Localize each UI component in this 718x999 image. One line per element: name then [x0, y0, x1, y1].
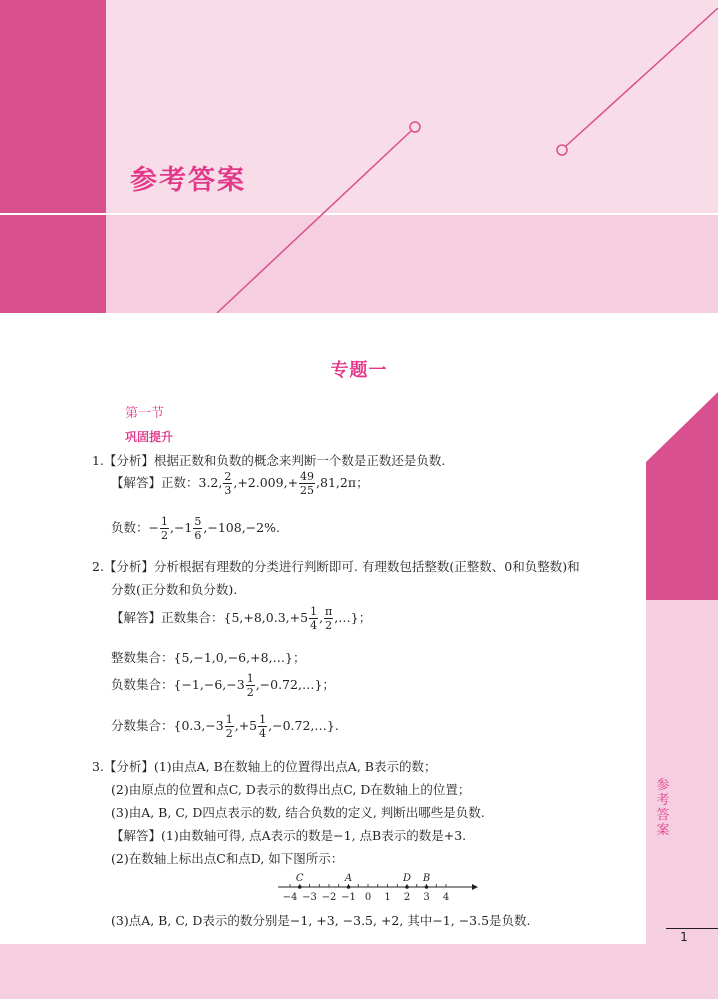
number-line-tick-label: −4 — [282, 892, 298, 903]
side-label: 参考答案 — [656, 778, 670, 838]
q2-positive-comma: , — [319, 610, 324, 625]
q1-analysis: 1.【分析】根据正数和负数的概念来判断一个数是正数还是负数. — [92, 453, 446, 468]
q3-analysis-1: 3.【分析】(1)由点A, B在数轴上的位置得出点A, B表示的数； — [92, 759, 437, 774]
q2-negative-prefix: 负数集合：{−1,−6,−3 — [111, 677, 245, 692]
number-line-tick-label: −2 — [321, 892, 337, 903]
q2-analysis-line-1: 2.【分析】分析根据有理数的分类进行判断即可. 有理数包括整数(正整数、0和负整数)和 — [92, 559, 580, 574]
q2-fraction-prefix: 分数集合：{0.3,−3 — [111, 718, 224, 733]
numerator: 5 — [194, 515, 202, 528]
fraction — [246, 672, 255, 699]
q1-positive — [111, 470, 369, 497]
q1-negative — [111, 515, 280, 542]
number-line — [276, 872, 480, 906]
number-line-arrow — [472, 884, 478, 890]
number-line-point-label: C — [295, 873, 304, 884]
number-line-tick-label: 2 — [403, 892, 411, 903]
fraction — [160, 515, 169, 542]
numerator: 1 — [246, 672, 254, 685]
denominator: 2 — [225, 727, 233, 740]
denominator: 2 — [325, 619, 333, 632]
q2-negative-suffix: ,−0.72,…}； — [255, 677, 335, 692]
numerator: 1 — [310, 605, 318, 618]
q2-positive-set — [111, 605, 371, 632]
q3-analysis-3: (3)由A, B, C, D四点表示的数, 结合负数的定义, 判断出哪些是负数. — [111, 805, 485, 820]
numerator: π — [325, 605, 333, 618]
number-line-tick-label: 1 — [384, 892, 391, 903]
subsection-title: 巩固提升 — [125, 430, 174, 444]
denominator: 4 — [259, 727, 267, 740]
number-line-point — [425, 885, 429, 889]
numerator: 2 — [224, 470, 232, 483]
number-line-point-label: A — [344, 873, 353, 884]
number-line-point — [298, 885, 302, 889]
denominator: 6 — [194, 529, 202, 542]
fraction — [223, 470, 232, 497]
fraction — [225, 713, 234, 740]
number-line-tick-label: 0 — [364, 892, 372, 903]
fraction — [193, 515, 202, 542]
q1-negative-prefix: 负数：− — [111, 520, 159, 535]
q2-positive-suffix: ,…}； — [334, 610, 372, 625]
side-triangle — [646, 392, 718, 602]
fraction — [324, 605, 333, 632]
denominator: 4 — [310, 619, 318, 632]
fraction — [309, 605, 318, 632]
q1-positive-suffix: ,81,2π； — [316, 475, 369, 490]
number-line-point — [347, 885, 351, 889]
q3-answer-2: (2)在数轴上标出点C和点D, 如下图所示： — [111, 851, 344, 866]
q3-answer-1: 【解答】(1)由数轴可得, 点A表示的数是−1, 点B表示的数是+3. — [111, 828, 467, 843]
q2-positive-prefix: 【解答】正数集合：{5,+8,0.3,+5 — [111, 610, 309, 625]
page-number-rule — [666, 928, 718, 929]
bottom-strip — [0, 944, 646, 999]
denominator: 3 — [224, 484, 232, 497]
q1-negative-mid: ,−1 — [169, 520, 193, 535]
q2-negative-set — [111, 672, 335, 699]
number-line-tick-label: −1 — [341, 892, 356, 903]
banner-title: 参考答案 — [130, 165, 246, 196]
denominator: 2 — [160, 529, 168, 542]
fraction — [258, 713, 267, 740]
number-line-point-label: D — [402, 873, 412, 884]
number-line-tick-label: 4 — [442, 892, 450, 903]
q2-fraction-mid: ,+5 — [234, 718, 258, 733]
numerator: 1 — [225, 713, 233, 726]
q1-positive-prefix: 【解答】正数：3.2, — [111, 475, 223, 490]
number-line-tick-label: 3 — [423, 892, 430, 903]
q2-integer-set: 整数集合：{5,−1,0,−6,+8,…}； — [111, 650, 306, 665]
q1-positive-mid: ,+2.009,+ — [233, 475, 299, 490]
q2-fraction-set — [111, 713, 339, 740]
q2-fraction-suffix: ,−0.72,…}. — [268, 718, 339, 733]
denominator: 25 — [300, 484, 315, 497]
denominator: 2 — [246, 686, 254, 699]
chapter-title: 专题一 — [330, 360, 388, 381]
number-line-point — [405, 885, 409, 889]
q3-analysis-2: (2)由原点的位置和点C, D表示的数得出点C, D在数轴上的位置； — [111, 782, 471, 797]
q3-answer-3: (3)点A, B, C, D表示的数分别是−1, +3, −3.5, +2, 其中−1, −3.5是负数. — [111, 913, 531, 928]
q2-analysis-line-2: 分数(正分数和负分数). — [111, 582, 238, 597]
numerator: 1 — [160, 515, 168, 528]
header-decoration — [0, 0, 718, 313]
fraction — [299, 470, 315, 497]
number-line-point-label: B — [422, 873, 431, 884]
q1-negative-suffix: ,−108,−2%. — [203, 520, 280, 535]
section-title: 第一节 — [125, 406, 165, 421]
page-number: 1 — [680, 930, 688, 944]
number-line-tick-label: −3 — [302, 892, 317, 903]
numerator: 1 — [259, 713, 267, 726]
numerator: 49 — [300, 470, 315, 483]
